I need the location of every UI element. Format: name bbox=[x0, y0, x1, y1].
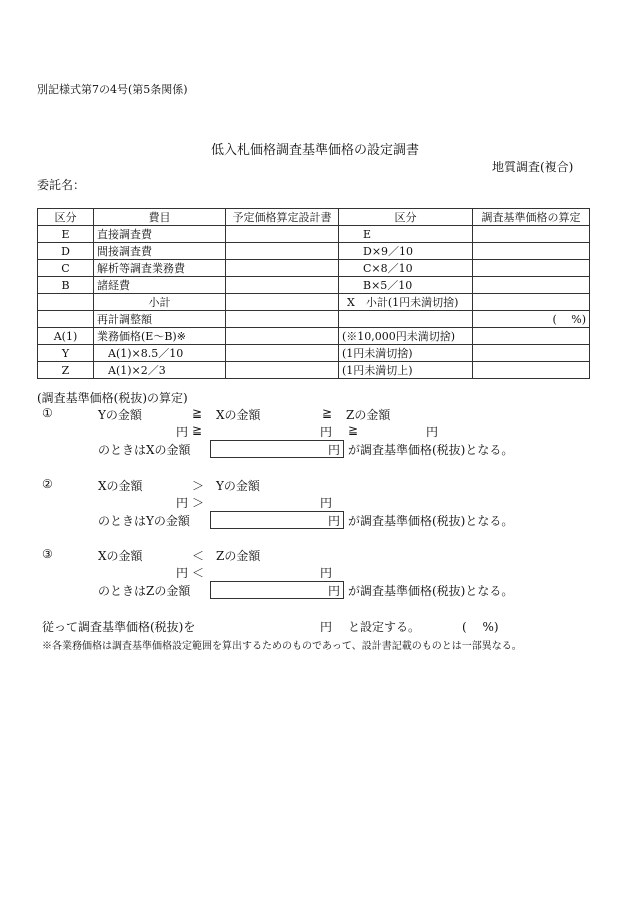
row-planned-cell[interactable] bbox=[226, 277, 339, 294]
case-term-a: Yの金額 bbox=[98, 408, 142, 422]
row-calc: D×9／10 bbox=[339, 243, 473, 260]
amount-box[interactable] bbox=[210, 581, 344, 599]
row-result-cell[interactable] bbox=[473, 226, 590, 243]
row-item: 間接調査費 bbox=[94, 243, 226, 260]
row-result-cell[interactable] bbox=[473, 345, 590, 362]
row-calc: X 小計(1円未満切捨) bbox=[339, 294, 473, 311]
yen-a: 円 bbox=[176, 566, 189, 580]
case-result-text: が調査基準価格(税抜)となる。 bbox=[348, 443, 514, 457]
header-planned: 予定価格算定設計書 bbox=[226, 209, 339, 226]
case-term-b: Xの金額 bbox=[216, 408, 261, 422]
row-category: Y bbox=[38, 345, 94, 362]
case-term-a: Xの金額 bbox=[98, 549, 143, 563]
form-reference: 別記様式第7の4号(第5条関係) bbox=[37, 83, 188, 96]
calc-heading: (調査基準価格(税抜)の算定) bbox=[37, 391, 188, 405]
yen-b: 円 bbox=[320, 496, 333, 510]
row-category bbox=[38, 311, 94, 328]
table-row bbox=[38, 260, 590, 277]
row-result-cell[interactable] bbox=[473, 328, 590, 345]
amount-box[interactable] bbox=[210, 511, 344, 529]
case-operator: ≧ bbox=[192, 423, 203, 437]
header-item: 費目 bbox=[94, 209, 226, 226]
header-category: 区分 bbox=[38, 209, 94, 226]
row-planned-cell[interactable] bbox=[226, 294, 339, 311]
table-row bbox=[38, 277, 590, 294]
case-term-b: Yの金額 bbox=[216, 479, 260, 493]
case-result-text: が調査基準価格(税抜)となる。 bbox=[348, 514, 514, 528]
row-result-cell[interactable] bbox=[473, 277, 590, 294]
row-planned-cell[interactable] bbox=[226, 345, 339, 362]
row-item: A(1)×2／3 bbox=[94, 362, 226, 379]
header-base-price: 調査基準価格の算定 bbox=[473, 209, 590, 226]
case-operator: ＞ bbox=[192, 496, 205, 510]
amount-box[interactable] bbox=[210, 440, 344, 458]
case-term-c: Zの金額 bbox=[346, 408, 391, 422]
conclusion-lead: 従って調査基準価格(税抜)を bbox=[42, 620, 196, 634]
row-category: D bbox=[38, 243, 94, 260]
table-header-row bbox=[38, 209, 590, 226]
yen-a: 円 bbox=[176, 496, 189, 510]
table-row bbox=[38, 311, 590, 328]
row-category: A(1) bbox=[38, 328, 94, 345]
row-category: C bbox=[38, 260, 94, 277]
survey-type: 地質調査(複合) bbox=[492, 160, 574, 174]
case-operator-2: ≧ bbox=[348, 423, 359, 437]
row-planned-cell[interactable] bbox=[226, 311, 339, 328]
row-result-cell[interactable] bbox=[473, 362, 590, 379]
yen-c: 円 bbox=[426, 425, 439, 439]
document-title: 低入札価格調査基準価格の設定調書 bbox=[210, 143, 419, 158]
case-number: ① bbox=[42, 406, 53, 420]
header-calc-category: 区分 bbox=[339, 209, 473, 226]
row-category bbox=[38, 294, 94, 311]
yen-b: 円 bbox=[320, 425, 333, 439]
footnote: ※各業務価格は調査基準価格設定範囲を算出するためのものであって、設計書記載のものとは一部異なる。 bbox=[42, 641, 522, 652]
conclusion-tail: と設定する。 bbox=[348, 620, 421, 634]
row-calc: (1円未満切捨) bbox=[339, 345, 473, 362]
row-planned-cell[interactable] bbox=[226, 226, 339, 243]
row-category: B bbox=[38, 277, 94, 294]
price-table bbox=[37, 208, 590, 379]
row-item: 業務価格(E～B)※ bbox=[94, 328, 226, 345]
table-row bbox=[38, 226, 590, 243]
row-calc bbox=[339, 311, 473, 328]
conclusion-yen: 円 bbox=[320, 620, 333, 634]
case-term-a: Xの金額 bbox=[98, 479, 143, 493]
row-result-percent: ( %) bbox=[473, 311, 590, 328]
row-item: 解析等調査業務費 bbox=[94, 260, 226, 277]
case-operator: ＞ bbox=[192, 479, 205, 493]
row-result-cell[interactable] bbox=[473, 243, 590, 260]
case-operator: ＜ bbox=[192, 566, 205, 580]
row-item: A(1)×8.5／10 bbox=[94, 345, 226, 362]
case-result-text: が調査基準価格(税抜)となる。 bbox=[348, 584, 514, 598]
case-operator: ≧ bbox=[192, 406, 203, 420]
row-calc: E bbox=[339, 226, 473, 243]
table-row bbox=[38, 345, 590, 362]
case-term-b: Zの金額 bbox=[216, 549, 261, 563]
yen-b: 円 bbox=[320, 566, 333, 580]
case-when-text: のときはYの金額 bbox=[98, 514, 190, 528]
yen-unit: 円 bbox=[327, 514, 340, 528]
row-calc: B×5／10 bbox=[339, 277, 473, 294]
row-planned-cell[interactable] bbox=[226, 328, 339, 345]
case-when-text: のときはZの金額 bbox=[98, 584, 191, 598]
row-item: 再計調整額 bbox=[94, 311, 226, 328]
table-row bbox=[38, 362, 590, 379]
yen-unit: 円 bbox=[327, 443, 340, 457]
yen-unit: 円 bbox=[327, 584, 340, 598]
row-item: 諸経費 bbox=[94, 277, 226, 294]
case-when-text: のときはXの金額 bbox=[98, 443, 191, 457]
row-category: Z bbox=[38, 362, 94, 379]
row-calc: C×8／10 bbox=[339, 260, 473, 277]
table-row bbox=[38, 294, 590, 311]
row-item: 直接調査費 bbox=[94, 226, 226, 243]
row-planned-cell[interactable] bbox=[226, 362, 339, 379]
yen-a: 円 bbox=[176, 425, 189, 439]
row-planned-cell[interactable] bbox=[226, 243, 339, 260]
row-result-cell[interactable] bbox=[473, 260, 590, 277]
row-item-subtotal: 小計 bbox=[94, 294, 226, 311]
consignment-label: 委託名： bbox=[37, 178, 86, 192]
case-number: ③ bbox=[42, 547, 53, 561]
table-row bbox=[38, 243, 590, 260]
table-row bbox=[38, 328, 590, 345]
case-operator-2: ≧ bbox=[322, 406, 333, 420]
row-planned-cell[interactable] bbox=[226, 260, 339, 277]
conclusion-percent: ( %) bbox=[462, 620, 499, 634]
case-number: ② bbox=[42, 477, 53, 491]
row-calc: (※10,000円未満切捨) bbox=[339, 328, 473, 345]
case-operator: ＜ bbox=[192, 549, 205, 563]
row-calc: (1円未満切上) bbox=[339, 362, 473, 379]
row-category: E bbox=[38, 226, 94, 243]
row-result-cell[interactable] bbox=[473, 294, 590, 311]
